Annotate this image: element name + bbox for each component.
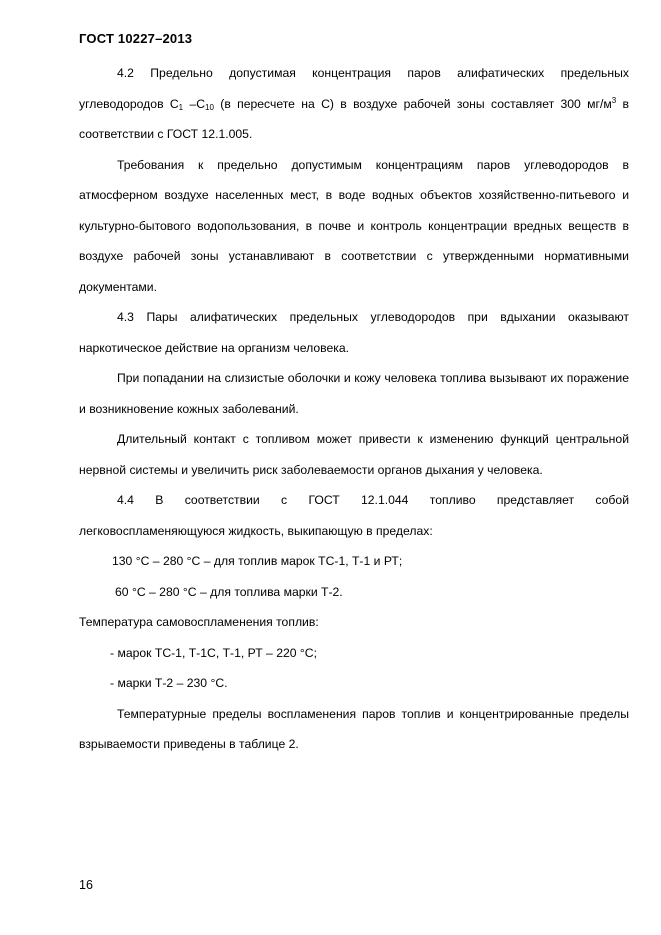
section-4-2-text-end: в соответствии с ГОСТ 12.1.005.: [79, 96, 629, 141]
document-body: [79, 58, 629, 760]
requirements-paragraph: Требования к предельно допустимым концентрациям паров углеводородов в атмосферном воздухе населенных мест, в воде водных объектов хозяйственно-питьевого и культурно-бытового водопользования, в почве и контроль концентрации вредных веществ в воздухе рабочей зоны устанавливают в соответствии с утвержденными нормативными документами.: [79, 157, 629, 294]
autoignition-item: - марки Т-2 – 230 °С.: [110, 676, 228, 690]
subscript-1: 1: [178, 102, 184, 112]
section-4-2-text-start: 4.2 Предельно допустимая концентрация паров алифатических предельных углеводородов C: [79, 66, 629, 111]
boiling-range-item: 60 °С – 280 °С – для топлива марки Т-2.: [115, 584, 343, 599]
document-header: ГОСТ 10227–2013: [79, 31, 193, 46]
contact-paragraph: Длительный контакт с топливом может привести к изменению функций центральной нервной системы и увеличить риск заболеваемости органов дыхания у человека.: [79, 432, 629, 477]
final-paragraph: Температурные пределы воспламенения паров топлив и концентрированные пределы взрываемости приведены в таблице 2.: [79, 706, 629, 751]
subscript-10: 10: [205, 102, 214, 112]
mucous-paragraph: При попадании на слизистые оболочки и кожу человека топлива вызывают их поражение и возникновение кожных заболеваний.: [79, 371, 629, 416]
superscript-3: 3: [611, 95, 617, 105]
page-number: 16: [79, 878, 93, 892]
section-4-4-paragraph: 4.4 В соответствии с ГОСТ 12.1.044 топливо представляет собой легковоспламеняющуюся жидкость, выкипающую в пределах:: [79, 493, 629, 538]
autoignition-heading: Температура самовоспламенения топлив:: [79, 615, 319, 629]
section-4-2-paragraph: [79, 58, 629, 150]
section-4-3-paragraph: 4.3 Пары алифатических предельных углеводородов при вдыхании оказывают наркотическое действие на организм человека.: [79, 310, 629, 355]
boiling-range-item: 130 °С – 280 °С – для топлив марок ТС-1, Т-1 и РТ;: [112, 554, 403, 568]
autoignition-item: - марок ТС-1, Т-1С, Т-1, РТ – 220 °С;: [110, 645, 317, 660]
section-4-2-text-middle: (в пересчете на C) в воздухе рабочей зоны составляет 300 мг/м: [213, 96, 612, 111]
section-4-2-dash: –C: [183, 96, 206, 111]
